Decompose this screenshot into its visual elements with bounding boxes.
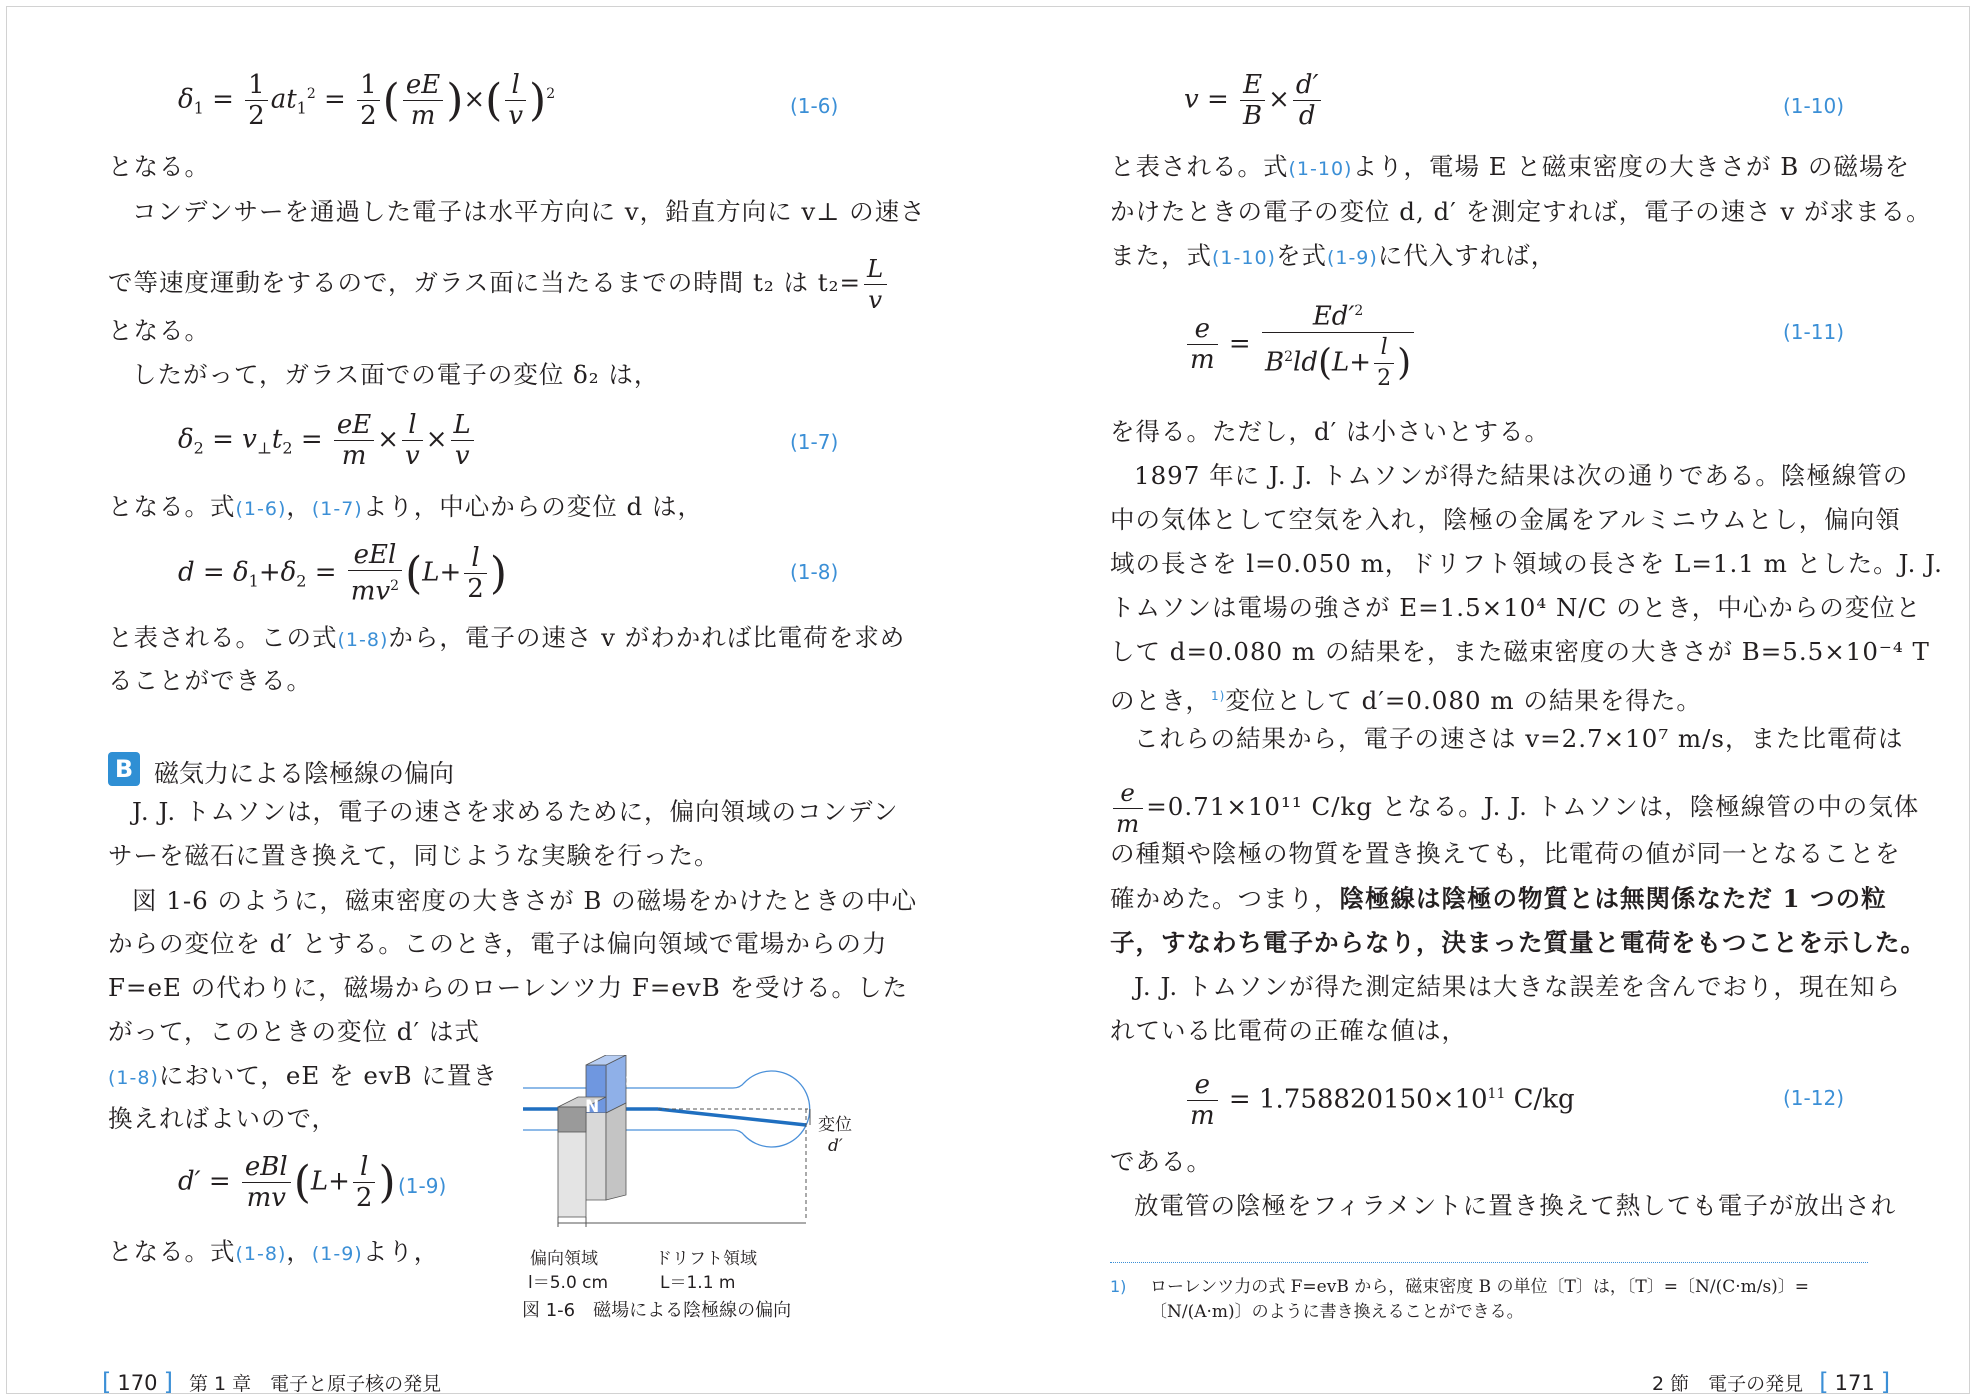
- text-line: 子，すなわち電子からなり，決まった質量と電荷をもつことを示した。: [1110, 928, 1926, 957]
- footnote-marker: 1): [1211, 689, 1226, 703]
- text-line: 確かめた。つまり，陰極線は陰極の物質とは無関係なただ 1 つの粒: [1110, 884, 1887, 913]
- text-line: 域の長さを l=0.050 m，ドリフト領域の長さを L=1.1 m とした。J. J.: [1110, 549, 1943, 578]
- text-line: と表される。式(1-10)より，電場 E と磁束密度の大きさが B の磁場を: [1110, 152, 1910, 181]
- text-line: J. J. トムソンが得た測定結果は大きな誤差を含んでおり，現在知ら: [1134, 972, 1901, 1001]
- figure-label: 偏向領域: [530, 1249, 598, 1269]
- equation-1-7: $\delta_2 = v_\perp t_2$ = $\frac{eE}{m}$ × $\frac{l}{v}$ × $\frac{L}{v}$: [178, 410, 477, 471]
- equation-1-11: $\frac{e}{m}$ = $Ed'^2$ $B^2ld(L+$ $\frac{l}{2}$ ): [1184, 296, 1417, 394]
- equation-ref: (1-8): [337, 629, 389, 651]
- equation-ref: (1-8): [108, 1067, 159, 1089]
- footer: 2 節 電子の発見 [ 171 ]: [1652, 1368, 1891, 1396]
- section-title: 2 節 電子の発見: [1652, 1373, 1804, 1395]
- text-line: ることができる。: [108, 666, 312, 695]
- text-line: したがって，ガラス面での電子の変位 δ₂ は，: [132, 360, 660, 389]
- text-line: のとき，$^{1)}$変位として d′=0.080 m の結果を得た。: [1110, 686, 1702, 716]
- figure-label: L＝1.1 m: [660, 1273, 736, 1293]
- text-line: 放電管の陰極をフィラメントに置き換えて熱しても電子が放出され: [1134, 1191, 1897, 1220]
- text-line: トムソンは電場の強さが E=1.5×10⁴ N/C のとき，中心からの変位と: [1110, 593, 1922, 622]
- text-line: J. J. トムソンは，電子の速さを求めるために，偏向領域のコンデン: [132, 797, 899, 826]
- equation-ref: (1-9): [311, 1243, 363, 1265]
- text-line: また，式(1-10)を式(1-9)に代入すれば，: [1110, 241, 1557, 270]
- equation-1-9: d′ = $\frac{\text{eBl}}{mv}$ (L+ $\frac{l}{2}$ ): [178, 1152, 396, 1213]
- text-line: となる。: [108, 152, 210, 181]
- equation-number: (1-9): [398, 1174, 447, 1198]
- text-line: がって，このときの変位 d′ は式: [108, 1017, 480, 1046]
- text-line: 1897 年に J. J. トムソンが得た結果は次の通りである。陰極線管の: [1134, 461, 1909, 490]
- page-number: 171: [1834, 1371, 1875, 1395]
- equation-ref: (1-7): [311, 498, 363, 520]
- footnote-rule: [1110, 1262, 1868, 1263]
- equation-number: (1-12): [1783, 1086, 1844, 1110]
- equation-1-6: $\delta_1$ = $\frac{1}{2}$ $at_1^2$ = $\frac{1}{2}$ ( $\frac{eE}{m}$ )×( $\frac{l}{v}$ )$^2$: [178, 70, 556, 131]
- figure-label: l＝5.0 cm: [528, 1273, 609, 1293]
- text-line: となる。式(1-8)，(1-9)より，: [108, 1237, 440, 1266]
- footnote-text: 〔N/(A·m)〕のように書き換えることができる。: [1150, 1302, 1524, 1322]
- text-line: かけたときの電子の変位 d, d′ を測定すれば，電子の速さ v が求まる。: [1110, 197, 1932, 226]
- section-title: 磁気力による陰極線の偏向: [154, 759, 455, 788]
- figure-cathode-ray-tube: [518, 1055, 818, 1235]
- text-line: 換えればよいので，: [108, 1104, 338, 1133]
- text-line: となる。式(1-6)，(1-7)より，中心からの変位 d は，: [108, 492, 703, 521]
- footnote-number: 1): [1110, 1277, 1127, 1296]
- chapter-title: 第 1 章 電子と原子核の発見: [188, 1373, 442, 1395]
- text-line: して d=0.080 m の結果を，また磁束密度の大きさが B=5.5×10⁻⁴ T: [1110, 637, 1930, 666]
- text-line: F=eE の代わりに，磁場からのローレンツ力 F=evB を受ける。した: [108, 973, 909, 1002]
- text-line: の種類や陰極の物質を置き換えても，比電荷の値が同一となることを: [1110, 839, 1901, 868]
- text-line: を得る。ただし，d′ は小さいとする。: [1110, 417, 1551, 446]
- equation-number: (1-11): [1783, 320, 1844, 344]
- equation-ref: (1-8): [235, 1243, 287, 1265]
- equation-number: (1-8): [790, 560, 839, 584]
- text-line: $\frac{e}{m}$ =0.71×10¹¹ C/kg となる。J. J. トムソンは，陰極線管の中の気体: [1110, 778, 1919, 839]
- figure-label: d′: [828, 1136, 843, 1156]
- equation-ref: (1-10): [1212, 247, 1276, 269]
- right-page: [988, 0, 1976, 1400]
- text-line: 図 1-6 のように，磁束密度の大きさが B の磁場をかけたときの中心: [132, 886, 918, 915]
- equation-1-12: $\frac{e}{m}$ = $1.758820150\times 10^{11}$ C/kg: [1184, 1070, 1575, 1131]
- text-line: サーを磁石に置き換えて，同じような実験を行った。: [108, 841, 720, 870]
- equation-1-8: $d = \delta_1+\delta_2$ = $\frac{\text{eEl}}{mv^2}$ (L+ $\frac{l}{2}$ ): [178, 540, 508, 607]
- magnet-label-n: N: [585, 1097, 600, 1117]
- text-line: 中の気体として空気を入れ，陰極の金属をアルミニウムとし，偏向領: [1110, 505, 1901, 534]
- text-line: である。: [1110, 1147, 1212, 1176]
- text-line: コンデンサーを通過した電子は水平方向に v，鉛直方向に v⊥ の速さ: [132, 197, 926, 226]
- text-line: これらの結果から，電子の速さは v=2.7×10⁷ m/s，また比電荷は: [1134, 724, 1904, 753]
- page-number: 170: [117, 1371, 158, 1395]
- text-line: れている比電荷の正確な値は，: [1110, 1016, 1467, 1045]
- equation-number: (1-10): [1783, 94, 1844, 118]
- figure-label: 変位: [818, 1115, 852, 1135]
- text-line: (1-8)において，eE を evB に置き: [108, 1061, 498, 1090]
- text-line: からの変位を d′ とする。このとき，電子は偏向領域で電場からの力: [108, 929, 888, 958]
- figure-label: ドリフト領域: [655, 1249, 757, 1269]
- equation-ref: (1-6): [235, 498, 287, 520]
- text-line: となる。: [108, 316, 210, 345]
- footnote-text: ローレンツ力の式 F=evB から，磁束密度 B の単位〔T〕は，〔T〕=〔N/(C·m/s)〕=: [1150, 1277, 1810, 1297]
- magnet-label-s: S: [625, 1071, 638, 1091]
- equation-number: (1-7): [790, 430, 839, 454]
- equation-ref: (1-9): [1326, 247, 1378, 269]
- figure-caption: 図 1-6 磁場による陰極線の偏向: [522, 1300, 792, 1321]
- magnet-icon: [558, 1055, 626, 1217]
- footer: [ 170 ] 第 1 章 電子と原子核の発見: [102, 1368, 442, 1396]
- equation-number: (1-6): [790, 94, 839, 118]
- equation-1-10: v = $\frac{E}{B}$ × $\frac{d'}{d}$: [1184, 70, 1324, 131]
- equation-ref: (1-10): [1288, 158, 1353, 180]
- text-line: と表される。この式(1-8)から，電子の速さ v がわかれば比電荷を求め: [108, 623, 906, 652]
- text-line: で等速度運動をするので，ガラス面に当たるまでの時間 t₂ は t₂= $\frac{L}{v}$: [108, 254, 890, 315]
- section-badge: B: [108, 752, 140, 786]
